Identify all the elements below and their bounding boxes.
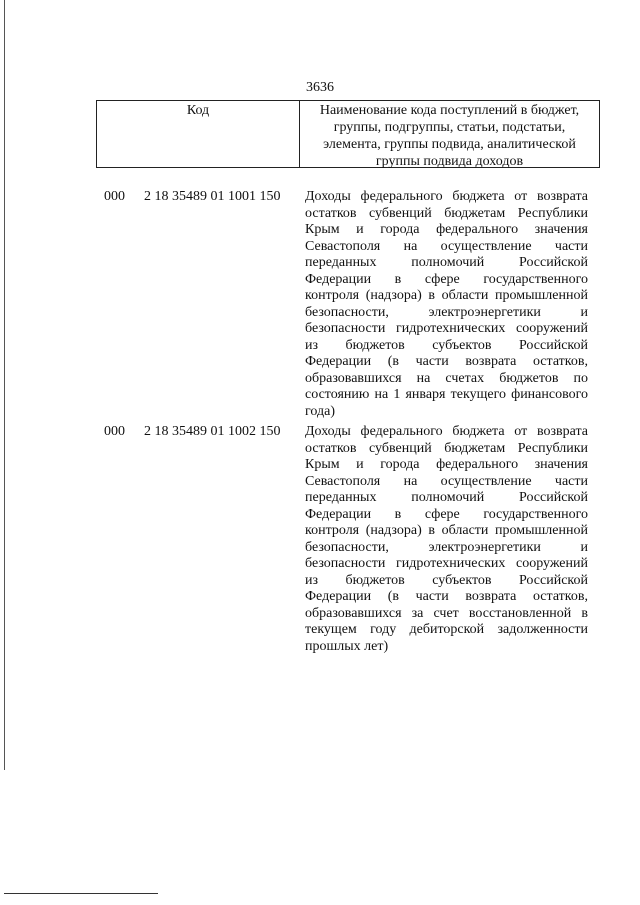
description-line: из бюджетов субъектов Российской	[305, 572, 588, 588]
description-line: переданных полномочий Российской	[305, 490, 588, 505]
description-line: контроля (надзора) в области промышленной	[305, 288, 588, 303]
description-line: года)	[305, 403, 335, 419]
admin-code: 000	[104, 189, 125, 204]
description-line: образовавшихся за счет восстановленной в	[305, 605, 588, 621]
table-header	[96, 100, 600, 168]
header-code-column: Код	[97, 101, 300, 167]
page-left-border	[4, 0, 5, 770]
description-line: Федерации в сфере государственного	[305, 506, 588, 522]
description-line: состоянию на 1 января текущего финансового	[305, 387, 588, 402]
description-line: из бюджетов субъектов Российской	[305, 337, 588, 353]
description-line: Крым и города федерального значения	[305, 457, 588, 472]
revenue-code: 2 18 35489 01 1001 150	[144, 189, 281, 204]
description-line: остатков субвенций бюджетам Республики	[305, 440, 588, 456]
description-line: безопасности гидротехнических сооружений	[305, 556, 588, 571]
description-line: Доходы федерального бюджета от возврата	[305, 189, 588, 204]
description-line: текущем году дебиторской задолженности	[305, 622, 588, 637]
header-name-column	[300, 101, 599, 167]
description-line: безопасности, электроэнергетики и	[305, 539, 588, 555]
description-line: Федерации (в части возврата остатков,	[305, 589, 588, 604]
description-line: образовавшихся на счетах бюджетов по	[305, 370, 588, 386]
admin-code: 000	[104, 424, 125, 439]
description-line: Севастополя на осуществление части	[305, 473, 588, 489]
description-line: безопасности, электроэнергетики и	[305, 304, 588, 320]
description-line: Севастополя на осуществление части	[305, 238, 588, 254]
description-line: контроля (надзора) в области промышленной	[305, 523, 588, 538]
table-row	[96, 424, 600, 656]
description-line: прошлых лет)	[305, 638, 389, 654]
header-name-line: элемента, группы подвида, аналитической	[323, 137, 576, 152]
description-line: Федерации в сфере государственного	[305, 271, 588, 287]
description-line: Федерации (в части возврата остатков,	[305, 354, 588, 369]
description-line: переданных полномочий Российской	[305, 255, 588, 270]
header-name-line: группы, подгруппы, статьи, подстатьи,	[333, 120, 566, 135]
description-line: Доходы федерального бюджета от возврата	[305, 424, 588, 439]
page-number: 3636	[306, 80, 334, 95]
header-name-line: Наименование кода поступлений в бюджет,	[319, 103, 580, 118]
description-line: Крым и города федерального значения	[305, 222, 588, 237]
revenue-description	[305, 424, 588, 655]
revenue-description	[305, 189, 588, 420]
header-name-line: группы подвида доходов	[375, 154, 524, 169]
description-line: безопасности гидротехнических сооружений	[305, 321, 588, 336]
description-line: остатков субвенций бюджетам Республики	[305, 205, 588, 221]
table-row	[96, 189, 600, 421]
revenue-code: 2 18 35489 01 1002 150	[144, 424, 281, 439]
footnote-rule	[4, 893, 158, 894]
